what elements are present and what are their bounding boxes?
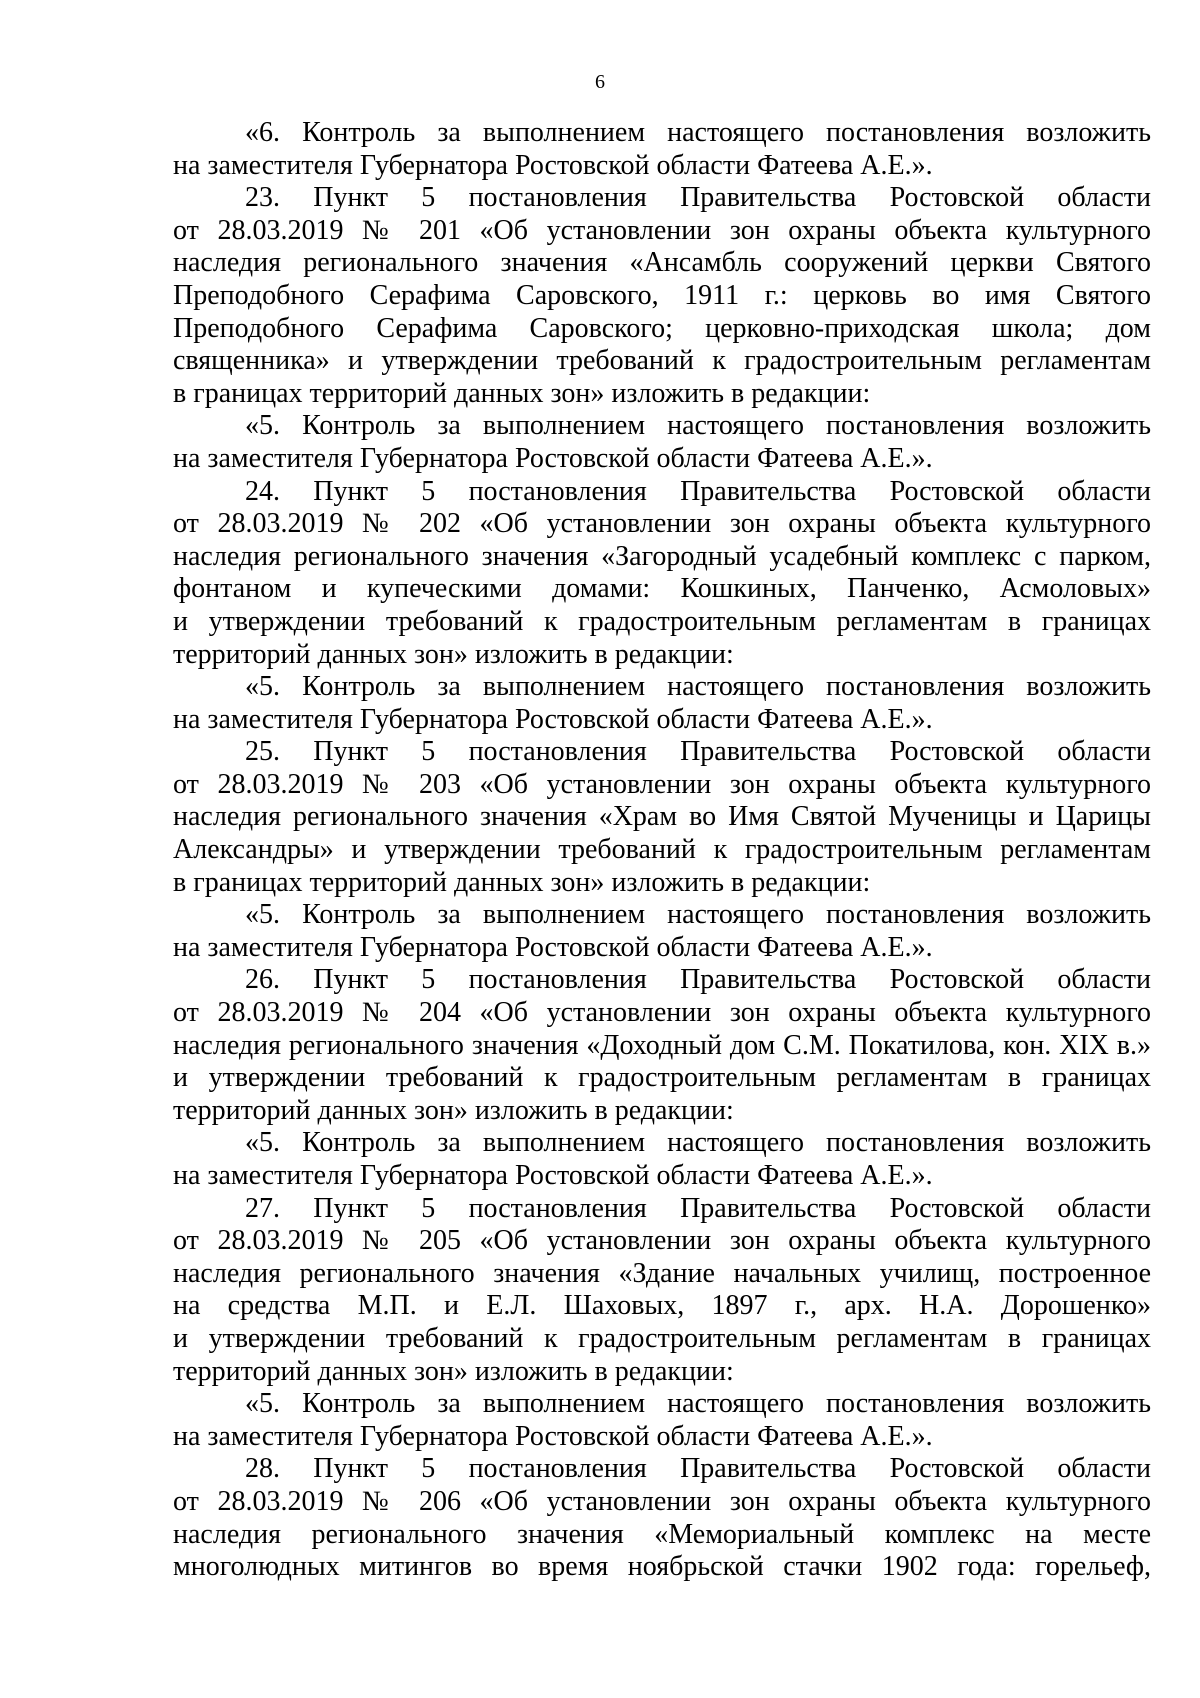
text-line: территорий данных зон» изложить в редакции: [173,1094,734,1126]
text-line: священника» и утверждении требований к градостроительным регламентам [173,345,1151,377]
text-line: в границах территорий данных зон» изложить в редакции: [173,866,871,898]
text-line: Преподобного Серафима Саровского, 1911 г.: церковь во имя Святого [173,279,1151,311]
document-body [173,117,1151,1584]
text-line: «5. Контроль за выполнением настоящего постановления возложить [245,410,1151,442]
text-line: на заместителя Губернатора Ростовской области Фатеева А.Е.». [173,442,933,474]
text-line: Александры» и утверждении требований к градостроительным регламентам [173,834,1151,866]
text-line: 27. Пункт 5 постановления Правительства Ростовской области [245,1192,1151,1224]
text-line: на заместителя Губернатора Ростовской области Фатеева А.Е.». [173,1420,933,1452]
text-line: наследия регионального значения «Доходный дом С.М. Покатилова, кон. XIX в.» [173,1029,1151,1061]
text-line: многолюдных митингов во время ноябрьской стачки 1902 года: горельеф, [173,1551,1151,1583]
page-number: 6 [595,71,605,93]
text-line: и утверждении требований к градостроительным регламентам в границах [173,1062,1151,1094]
text-line: «6. Контроль за выполнением настоящего постановления возложить [245,117,1151,148]
text-line: и утверждении требований к градостроительным регламентам в границах [173,1322,1151,1354]
text-line: наследия регионального значения «Мемориальный комплекс на месте [173,1518,1151,1550]
text-line: 26. Пункт 5 постановления Правительства Ростовской области [245,964,1151,996]
text-line: на заместителя Губернатора Ростовской области Фатеева А.Е.». [173,703,933,735]
text-line: от 28.03.2019 № 205 «Об установлении зон охраны объекта культурного [173,1225,1151,1257]
text-line: от 28.03.2019 № 206 «Об установлении зон охраны объекта культурного [173,1485,1151,1517]
text-line: фонтаном и купеческими домами: Кошкиных, Панченко, Асмоловых» [173,573,1151,605]
text-line: от 28.03.2019 № 201 «Об установлении зон охраны объекта культурного [173,214,1151,246]
text-line: от 28.03.2019 № 202 «Об установлении зон охраны объекта культурного [173,508,1151,540]
text-line: 25. Пункт 5 постановления Правительства Ростовской области [245,736,1151,768]
text-line: 28. Пункт 5 постановления Правительства Ростовской области [245,1453,1151,1485]
text-line: на заместителя Губернатора Ростовской области Фатеева А.Е.». [173,1160,933,1191]
text-line: от 28.03.2019 № 204 «Об установлении зон охраны объекта культурного [173,997,1151,1029]
text-line: и утверждении требований к градостроительным регламентам в границах [173,605,1151,637]
text-line: территорий данных зон» изложить в редакции: [173,638,734,670]
text-line: «5. Контроль за выполнением настоящего постановления возложить [245,1388,1151,1420]
text-line: на средства М.П. и Е.Л. Шаховых, 1897 г., арх. Н.А. Дорошенко» [173,1290,1151,1322]
text-line: в границах территорий данных зон» изложить в редакции: [173,377,871,409]
text-line: 23. Пункт 5 постановления Правительства Ростовской области [245,182,1151,214]
text-line: наследия регионального значения «Здание начальных училищ, построенное [173,1257,1151,1289]
text-line: «5. Контроль за выполнением настоящего постановления возложить [245,671,1151,703]
text-line: наследия регионального значения «Ансамбль сооружений церкви Святого [173,247,1151,279]
text-line: на заместителя Губернатора Ростовской области Фатеева А.Е.». [173,149,933,181]
text-line: территорий данных зон» изложить в редакции: [173,1355,734,1387]
text-line: «5. Контроль за выполнением настоящего постановления возложить [245,899,1151,931]
text-line: от 28.03.2019 № 203 «Об установлении зон охраны объекта культурного [173,768,1151,800]
text-line: на заместителя Губернатора Ростовской области Фатеева А.Е.». [173,931,933,963]
text-line: 24. Пункт 5 постановления Правительства Ростовской области [245,475,1151,507]
text-line: Преподобного Серафима Саровского; церковно-приходская школа; дом [173,312,1151,344]
text-line: наследия регионального значения «Загородный усадебный комплекс с парком, [173,540,1151,572]
text-line: наследия регионального значения «Храм во Имя Святой Мученицы и Царицы [173,801,1151,833]
text-line: «5. Контроль за выполнением настоящего постановления возложить [245,1127,1151,1159]
